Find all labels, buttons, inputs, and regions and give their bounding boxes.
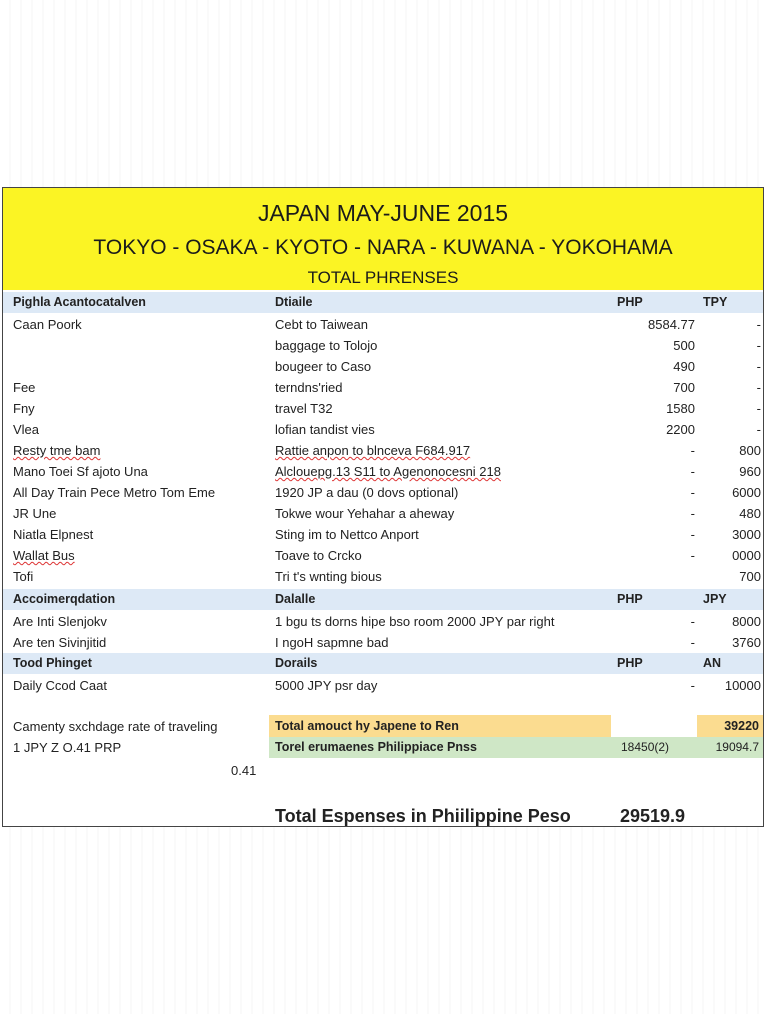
table-row xyxy=(3,675,763,696)
row-jpy: 8000 xyxy=(732,614,761,629)
exchange-rate-text: 1 JPY Z O.41 PRP xyxy=(13,740,122,755)
row-php: - xyxy=(690,506,695,521)
header-detail: Dorails xyxy=(275,656,318,670)
header-php: PHP xyxy=(617,592,643,606)
row-php: - xyxy=(690,678,695,693)
header-jpy: JPY xyxy=(703,592,727,606)
row-name: Caan Poork xyxy=(13,317,82,332)
row-php: - xyxy=(690,443,695,458)
row-detail: Toave to Crcko xyxy=(275,548,362,563)
header-name: Accoimerqdation xyxy=(13,592,116,606)
row-jpy: - xyxy=(756,359,761,374)
header-name: Pighla Acantocatalven xyxy=(13,295,146,309)
header-php: PHP xyxy=(617,295,643,309)
row-detail: terndns'ried xyxy=(275,380,343,395)
row-name: Daily Ccod Caat xyxy=(13,678,107,693)
table-row xyxy=(3,545,763,566)
table-row xyxy=(3,356,763,377)
php-total-value-2: 19094.7 xyxy=(715,740,759,754)
row-detail: travel T32 xyxy=(275,401,333,416)
row-name: All Day Train Pece Metro Tom Eme xyxy=(13,485,216,500)
table-row xyxy=(3,419,763,440)
row-jpy: 3760 xyxy=(732,635,761,650)
row-php: 2200 xyxy=(666,422,695,437)
header-php: PHP xyxy=(617,656,643,670)
exchange-rate-label: Camenty sxchdage rate of traveling xyxy=(13,719,218,734)
row-jpy: 0000 xyxy=(732,548,761,563)
row-php: - xyxy=(690,527,695,542)
row-jpy: 800 xyxy=(739,443,761,458)
row-name: Resty tme bam xyxy=(13,443,101,458)
row-php: 700 xyxy=(673,380,695,395)
section-header-accommodation xyxy=(3,589,763,610)
row-php: - xyxy=(690,464,695,479)
grand-total-label: Total Espenses in Phiilippine Peso xyxy=(275,806,571,826)
row-jpy: - xyxy=(756,401,761,416)
jpy-total-value: 39220 xyxy=(724,719,759,733)
row-jpy: 480 xyxy=(739,506,761,521)
row-detail: Cebt to Taiwean xyxy=(275,317,368,332)
php-total-label: Torel erumaenes Philippiace Pnss xyxy=(275,740,477,754)
header-jpy: AN xyxy=(703,656,722,670)
row-php: - xyxy=(690,614,695,629)
table-row xyxy=(3,377,763,398)
section-header-transport xyxy=(3,292,763,313)
row-detail: 5000 JPY psr day xyxy=(275,678,378,693)
row-name: Wallat Bus xyxy=(13,548,75,563)
row-name: Fny xyxy=(13,401,35,416)
table-row xyxy=(3,482,763,503)
row-detail: Sting im to Nettco Anport xyxy=(275,527,419,542)
row-detail: Rattie anpon to blnceva F684.917 xyxy=(275,443,471,458)
row-jpy: - xyxy=(756,317,761,332)
row-detail: lofian tandist vies xyxy=(275,422,375,437)
grand-total-value: 29519.9 xyxy=(620,806,686,826)
row-jpy: - xyxy=(756,380,761,395)
row-name: Are Inti Slenjokv xyxy=(13,614,107,629)
row-name: Fee xyxy=(13,380,36,395)
row-jpy: - xyxy=(756,422,761,437)
table-row xyxy=(3,314,763,335)
table-row xyxy=(3,398,763,419)
header-detail: Dtiaile xyxy=(275,295,313,309)
table-row xyxy=(3,335,763,356)
header-name: Tood Phinget xyxy=(13,656,92,670)
table-row xyxy=(3,440,763,461)
row-detail: Alclouepg.13 S11 to Agenonocesni 218 xyxy=(275,464,501,479)
row-detail: 1920 JP a dau (0 dovs optional) xyxy=(275,485,459,500)
row-detail: baggage to Tolojo xyxy=(275,338,378,353)
row-php: 500 xyxy=(673,338,695,353)
title-banner xyxy=(3,188,763,290)
table-row xyxy=(3,566,763,587)
page-title: JAPAN MAY-JUNE 2015 xyxy=(257,200,509,226)
row-name: Vlea xyxy=(13,422,40,437)
exchange-rate-value: 0.41 xyxy=(231,763,257,778)
row-jpy: 6000 xyxy=(732,485,761,500)
row-name: Mano Toei Sf ajoto Una xyxy=(13,464,148,479)
row-php: 8584.77 xyxy=(648,317,695,332)
row-jpy: 960 xyxy=(739,464,761,479)
row-name: JR Une xyxy=(13,506,57,521)
row-php: 490 xyxy=(673,359,695,374)
row-name: Niatla Elpnest xyxy=(13,527,94,542)
table-row xyxy=(3,632,763,653)
row-name: Tofi xyxy=(13,569,34,584)
row-detail: 1 bgu ts dorns hipe bso room 2000 JPY par right xyxy=(275,614,555,629)
row-detail: I ngoH sapmne bad xyxy=(275,635,389,650)
section-header-food xyxy=(3,653,763,674)
expense-sheet xyxy=(2,187,764,827)
row-jpy: 3000 xyxy=(732,527,761,542)
total-expenses-heading: TOTAL PHRENSES xyxy=(307,268,459,287)
cities-subtitle: TOKYO - OSAKA - KYOTO - NARA - KUWANA - YOKOHAMA xyxy=(93,236,673,259)
row-detail: bougeer to Caso xyxy=(275,359,372,374)
table-row xyxy=(3,524,763,545)
table-row xyxy=(3,611,763,632)
table-row xyxy=(3,461,763,482)
row-php: 1580 xyxy=(666,401,695,416)
php-total-value: 18450(2) xyxy=(621,740,670,754)
row-jpy: 10000 xyxy=(724,678,761,693)
row-php: - xyxy=(690,485,695,500)
row-name: Are ten Sivinjitid xyxy=(13,635,107,650)
jpy-total-label: Total amouct hy Japene to Ren xyxy=(275,719,459,733)
row-php: - xyxy=(690,548,695,563)
row-php: - xyxy=(690,635,695,650)
header-detail: Dalalle xyxy=(275,592,316,606)
row-detail: Tri t's wnting bious xyxy=(275,569,382,584)
row-detail: Tokwe wour Yehahar a aheway xyxy=(275,506,455,521)
row-jpy: 700 xyxy=(739,569,761,584)
row-jpy: - xyxy=(756,338,761,353)
table-row xyxy=(3,503,763,524)
header-jpy: TPY xyxy=(703,295,728,309)
